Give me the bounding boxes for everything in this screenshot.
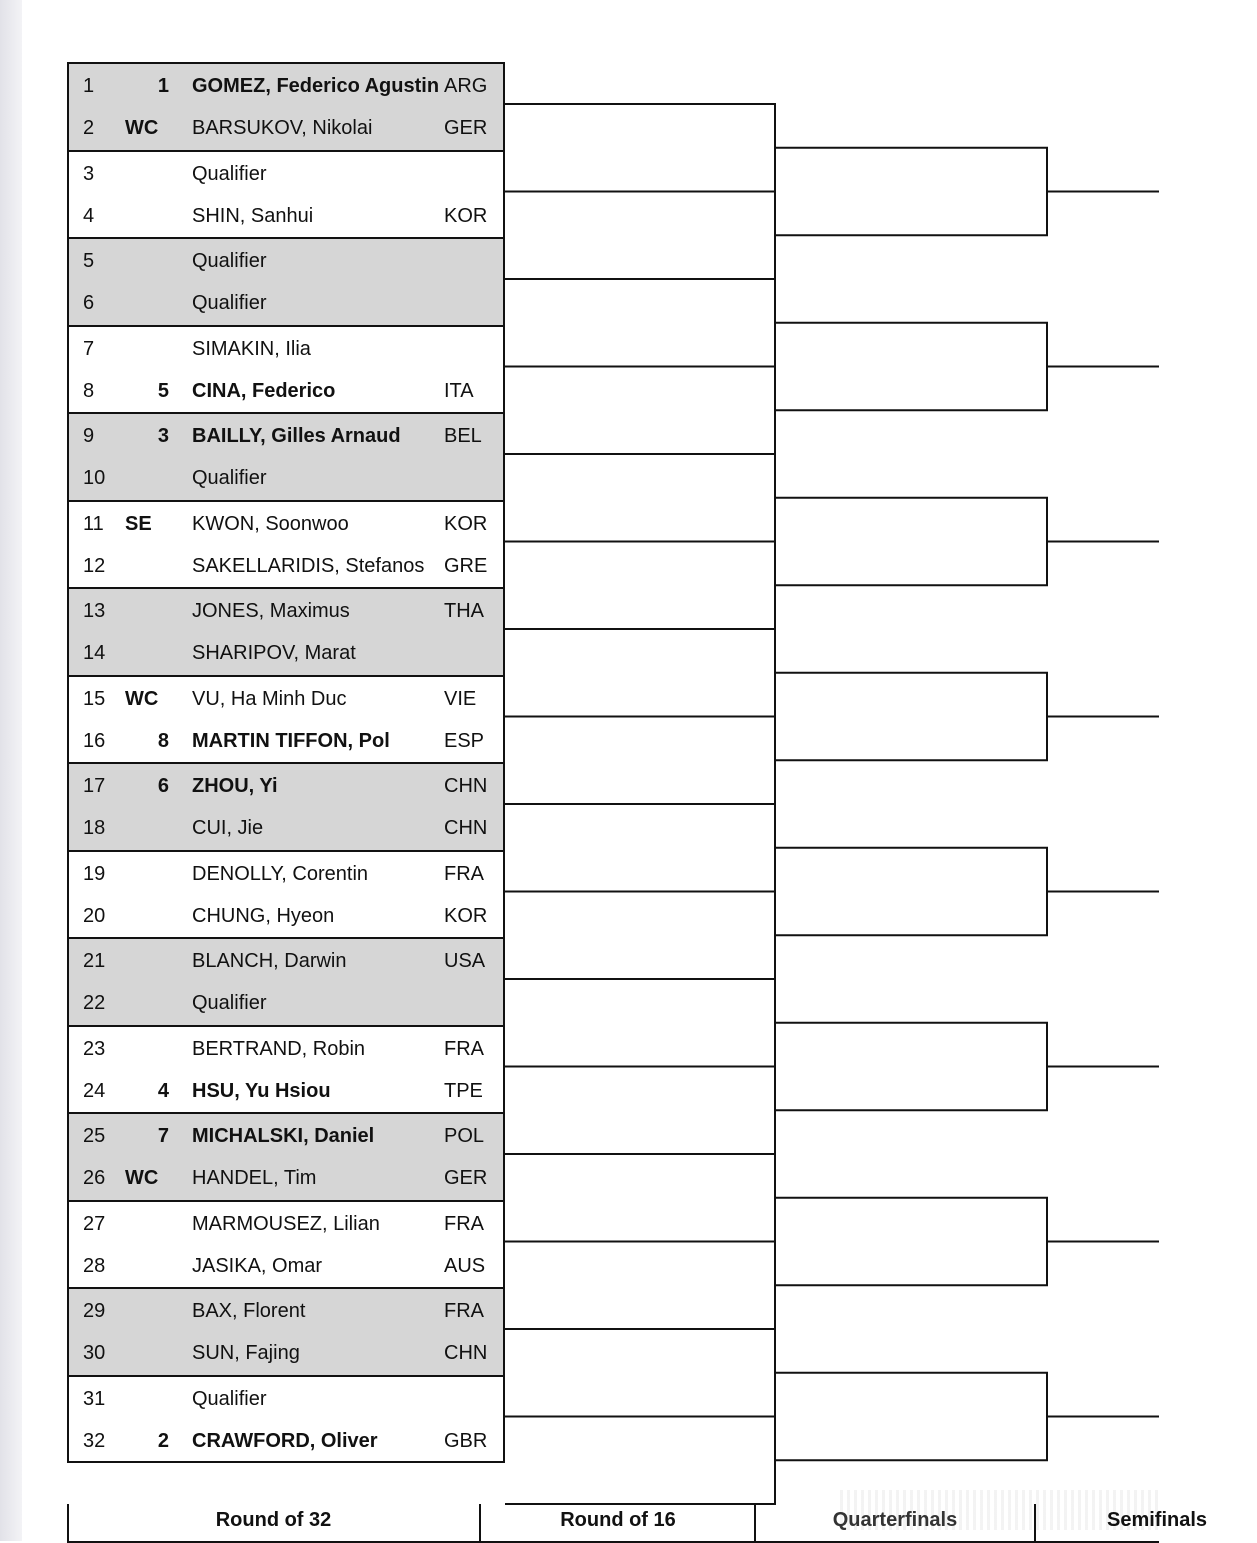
r32-connector: [505, 1417, 775, 1505]
nationality: FRA: [444, 1212, 484, 1235]
player-name: MICHALSKI, Daniel: [192, 1125, 375, 1147]
draw-position: 2: [83, 117, 95, 139]
player-name: ZHOU, Yi: [192, 775, 278, 797]
draw-position: 14: [83, 642, 106, 664]
nationality: GRE: [444, 554, 488, 577]
player-name: CUI, Jie: [192, 817, 264, 839]
player-name: KWON, Soonwoo: [192, 512, 349, 535]
player-name: MARMOUSEZ, Lilian: [192, 1212, 380, 1235]
r32-connector: [505, 104, 775, 192]
seed-label: WC: [125, 117, 159, 139]
nationality: GBR: [444, 1429, 488, 1452]
nationality: KOR: [444, 904, 488, 927]
r16-connector: [775, 848, 1047, 936]
r32-connector: [505, 1067, 775, 1155]
draw-position: 9: [83, 425, 95, 447]
r32-connector: [505, 542, 775, 630]
draw-position: 29: [83, 1300, 106, 1322]
player-name: Qualifier: [192, 1387, 267, 1410]
player-name: HANDEL, Tim: [192, 1167, 317, 1189]
player-name: BAX, Florent: [192, 1300, 306, 1322]
draw-position: 16: [83, 729, 106, 752]
draw-position: 11: [83, 512, 104, 535]
r32-connector: [505, 1242, 775, 1330]
round-label-r32: Round of 32: [215, 1509, 332, 1531]
draw-position: 23: [83, 1037, 106, 1060]
draw-position: 24: [83, 1079, 106, 1102]
r16-connector: [775, 1198, 1047, 1286]
r16-connector: [775, 1023, 1047, 1111]
player-name: Qualifier: [192, 992, 267, 1014]
player-name: HSU, Yu Hsiou: [192, 1079, 331, 1102]
player-name: CINA, Federico: [192, 379, 336, 402]
nationality: THA: [444, 600, 484, 622]
nationality: CHN: [444, 817, 488, 839]
nationality: FRA: [444, 1037, 484, 1060]
seed-label: SE: [125, 512, 152, 535]
player-name: Qualifier: [192, 292, 267, 314]
draw-position: 6: [83, 292, 95, 314]
r32-connector: [505, 454, 775, 542]
draw-position: 25: [83, 1125, 106, 1147]
nationality: GER: [444, 1167, 488, 1189]
r32-connector: [505, 979, 775, 1067]
draw-position: 5: [83, 250, 95, 272]
r16-connector: [775, 148, 1047, 236]
draw-position: 26: [83, 1167, 106, 1189]
draw-position: 21: [83, 950, 106, 972]
player-name: SUN, Fajing: [192, 1342, 300, 1364]
nationality: CHN: [444, 1342, 488, 1364]
player-name: VU, Ha Minh Duc: [192, 687, 347, 710]
draw-position: 31: [83, 1387, 106, 1410]
draw-position: 3: [83, 162, 95, 185]
seed-label: 8: [157, 729, 169, 752]
player-name: CRAWFORD, Oliver: [192, 1429, 378, 1452]
player-name: SHIN, Sanhui: [192, 204, 314, 227]
round-label-qf: Quarterfinals: [832, 1509, 958, 1531]
draw-position: 18: [83, 817, 106, 839]
nationality: FRA: [444, 1300, 484, 1322]
player-name: Qualifier: [192, 467, 267, 489]
player-name: BARSUKOV, Nikolai: [192, 117, 373, 139]
player-name: BERTRAND, Robin: [192, 1037, 366, 1060]
draw-position: 8: [83, 379, 95, 402]
player-name: BAILLY, Gilles Arnaud: [192, 425, 401, 447]
player-name: BLANCH, Darwin: [192, 950, 347, 972]
player-name: JONES, Maximus: [192, 600, 350, 622]
r16-connector: [775, 323, 1047, 411]
nationality: ESP: [444, 729, 485, 752]
draw-position: 19: [83, 862, 106, 885]
nationality: GER: [444, 117, 488, 139]
draw-position: 4: [83, 204, 95, 227]
r32-connector: [505, 717, 775, 805]
nationality: FRA: [444, 862, 484, 885]
round-divider: [1034, 1504, 1036, 1541]
r32-connector: [505, 192, 775, 280]
round-labels: [67, 1500, 1208, 1543]
seed-label: 1: [157, 75, 169, 97]
draw-position: 12: [83, 554, 106, 577]
draw-position: 30: [83, 1342, 106, 1364]
player-name: SHARIPOV, Marat: [192, 642, 356, 664]
nationality: POL: [444, 1125, 485, 1147]
player-name: Qualifier: [192, 250, 267, 272]
nationality: TPE: [444, 1079, 483, 1102]
draw-position: 17: [83, 775, 106, 797]
r32-connector: [505, 279, 775, 367]
player-name: SIMAKIN, Ilia: [192, 337, 311, 360]
seed-label: WC: [125, 687, 159, 710]
nationality: ITA: [444, 379, 474, 402]
player-name: MARTIN TIFFON, Pol: [192, 729, 390, 752]
seed-label: 7: [157, 1125, 169, 1147]
r32-connector: [505, 1329, 775, 1417]
draw-position: 7: [83, 337, 95, 360]
r16-connector: [775, 498, 1047, 586]
draw-position: 22: [83, 992, 106, 1014]
r32-connector: [505, 892, 775, 980]
draw-position: 10: [83, 467, 106, 489]
player-name: CHUNG, Hyeon: [192, 904, 335, 927]
seed-label: 4: [157, 1079, 169, 1102]
r32-connector: [505, 367, 775, 455]
seed-label: 3: [157, 425, 169, 447]
nationality: VIE: [444, 687, 477, 710]
r32-connector: [505, 804, 775, 892]
r16-connector: [775, 673, 1047, 761]
draw-position: 32: [83, 1429, 106, 1452]
nationality: AUS: [444, 1254, 486, 1277]
nationality: KOR: [444, 512, 488, 535]
nationality: KOR: [444, 204, 488, 227]
player-name: Qualifier: [192, 162, 267, 185]
player-name: JASIKA, Omar: [192, 1254, 323, 1277]
draw-position: 28: [83, 1254, 106, 1277]
r32-connector: [505, 1154, 775, 1242]
player-name: GOMEZ, Federico Agustin: [192, 75, 440, 97]
nationality: BEL: [444, 425, 482, 447]
seed-label: WC: [125, 1167, 159, 1189]
draw-position: 20: [83, 904, 106, 927]
round-label-r16: Round of 16: [560, 1509, 676, 1531]
draw-position: 13: [83, 600, 106, 622]
nationality: USA: [444, 950, 486, 972]
nationality: CHN: [444, 775, 488, 797]
player-name: SAKELLARIDIS, Stefanos: [192, 554, 425, 577]
seed-label: 5: [157, 379, 169, 402]
draw-position: 15: [83, 687, 106, 710]
seed-label: 2: [157, 1429, 169, 1452]
draw-position: 1: [83, 75, 95, 97]
nationality: ARG: [444, 75, 488, 97]
seed-label: 6: [157, 775, 169, 797]
r16-connector: [775, 1373, 1047, 1461]
round-label-sf: Semifinals: [1107, 1509, 1208, 1531]
player-name: DENOLLY, Corentin: [192, 862, 369, 885]
draw-position: 27: [83, 1212, 106, 1235]
r32-connector: [505, 629, 775, 717]
